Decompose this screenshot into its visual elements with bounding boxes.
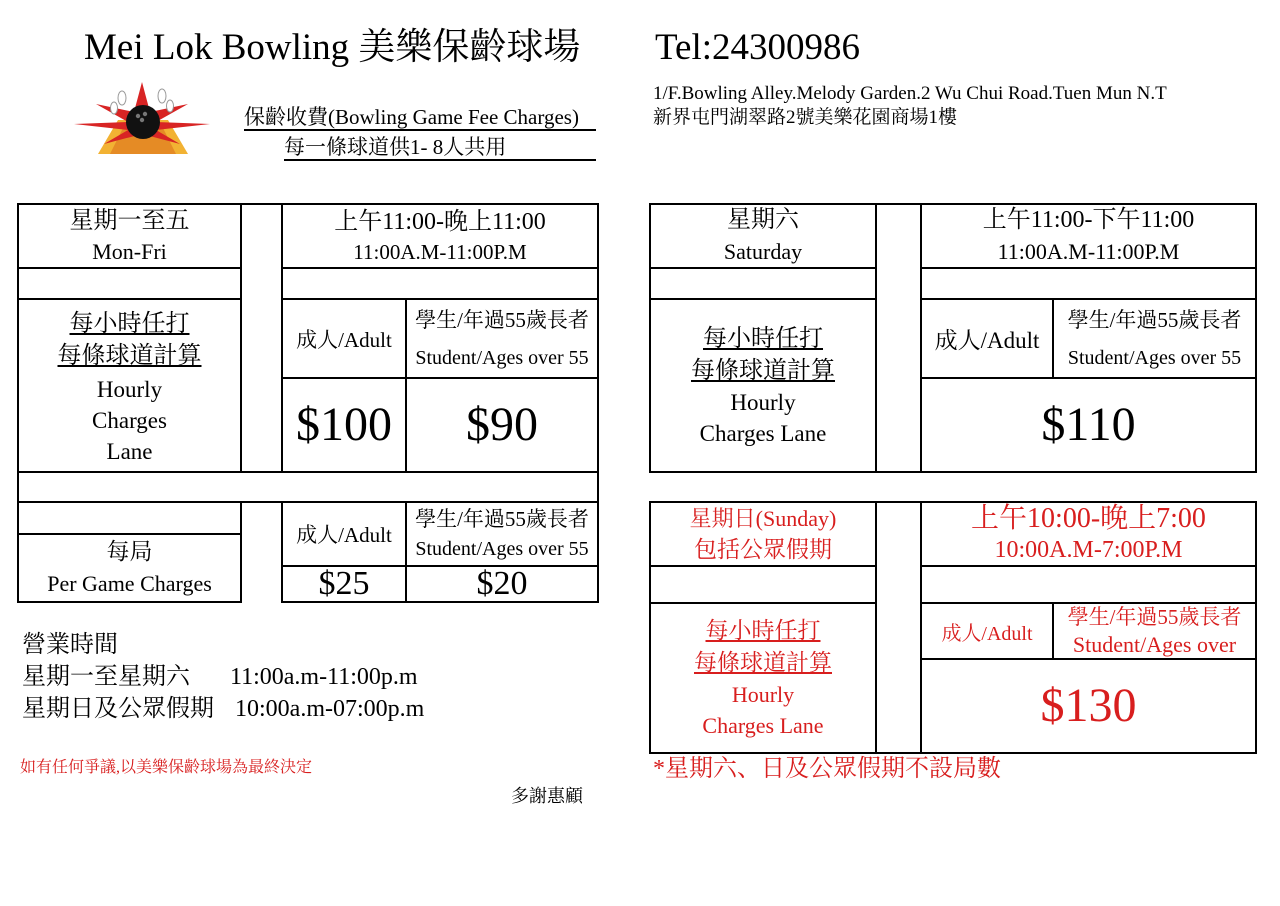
sunday-hourly-en2: Charges Lane [702, 713, 824, 738]
saturday-student-label-cell [1052, 298, 1257, 379]
opening-hours-row2-label: 星期日及公眾假期 [22, 696, 214, 722]
telephone: Tel:24300986 [655, 27, 860, 68]
weekday-student-price: $90 [466, 398, 538, 451]
weekday-adult-price: $100 [296, 398, 392, 451]
per-game-zh: 每局 [106, 539, 153, 564]
saturday-time-en: 11:00A.M-11:00P.M [997, 239, 1180, 264]
weekday-hourly-cell [17, 298, 242, 473]
weekday-hourly-line2: 每條球道計算 [57, 343, 202, 369]
per-game-adult-label-cell [281, 501, 407, 567]
opening-hours-row1-time: 11:00a.m-11:00p.m [230, 664, 418, 690]
lane-note: 每一條球道供1- 8人共用 [284, 135, 507, 159]
weekday-student-label-cell [405, 298, 599, 379]
saturday-day-en: Saturday [723, 239, 803, 264]
saturday-day-zh: 星期六 [727, 207, 799, 233]
weekday-gap-row [17, 471, 599, 503]
weekday-adult-label: 成人/Adult [296, 327, 392, 352]
weekday-adult-price-cell [281, 377, 407, 473]
weekday-student-label-en: Student/Ages over 55 [415, 346, 589, 369]
per-game-student-price: $20 [476, 565, 528, 602]
weekday-day-en: Mon-Fri [92, 239, 167, 265]
weekday-spacer-cell [17, 267, 242, 300]
saturday-student-label-zh: 學生/年過55歲長者 [1067, 307, 1242, 332]
fee-heading-underline [244, 129, 596, 131]
weekday-adult-label-cell [281, 298, 407, 379]
sunday-hourly-line1: 每小時任打 [705, 618, 821, 643]
per-game-student-zh: 學生/年過55歲長者 [415, 507, 589, 531]
sunday-student-label-cell [1052, 602, 1257, 660]
per-game-adult-price-cell [281, 565, 407, 603]
sunday-time-en: 10:00A.M-7:00P.M [994, 537, 1183, 563]
sunday-adult-label: 成人/Adult [941, 622, 1033, 645]
saturday-time-spacer [920, 267, 1257, 300]
weekday-time-zh: 上午11:00-晚上11:00 [334, 208, 546, 235]
per-game-adult-label: 成人/Adult [296, 523, 392, 547]
no-game-note: *星期六、日及公眾假期不設局數 [653, 756, 1001, 782]
opening-hours-heading: 營業時間 [22, 632, 118, 658]
saturday-price: $110 [1041, 398, 1136, 451]
per-game-label-cell [17, 533, 242, 603]
saturday-hourly-en2: Charges Lane [699, 420, 827, 446]
saturday-student-label-en: Student/Ages over 55 [1067, 346, 1242, 369]
saturday-adult-label: 成人/Adult [934, 328, 1040, 353]
weekday-time-cell [281, 203, 599, 269]
sunday-hourly-line2: 每條球道計算 [694, 650, 832, 675]
saturday-time-cell [920, 203, 1257, 269]
per-game-student-en: Student/Ages over 55 [415, 538, 589, 560]
opening-hours-row2-time: 10:00a.m-07:00p.m [235, 696, 425, 722]
saturday-hourly-line2: 每條球道計算 [691, 357, 835, 384]
weekday-student-label-zh: 學生/年過55歲長者 [415, 307, 589, 332]
sunday-price: $130 [1040, 679, 1137, 732]
sunday-time-zh: 上午10:00-晚上7:00 [971, 503, 1206, 534]
saturday-spacer-cell [649, 267, 877, 300]
sunday-hourly-en1: Hourly [731, 682, 795, 707]
sunday-price-cell [920, 658, 1257, 754]
weekday-time-en: 11:00A.M-11:00P.M [353, 239, 527, 264]
weekday-time-spacer [281, 267, 599, 300]
dispute-note: 如有任何爭議,以美樂保齡球場為最終決定 [20, 759, 313, 776]
per-game-spacer-cell [17, 501, 242, 535]
weekday-hourly-en3: Lane [106, 439, 153, 465]
sunday-time-cell [920, 501, 1257, 567]
opening-hours-row1-label: 星期一至星期六 [22, 664, 190, 690]
saturday-price-cell [920, 377, 1257, 473]
weekday-day-cell [17, 203, 242, 269]
sunday-hourly-cell [649, 602, 877, 754]
sunday-spacer-cell [649, 565, 877, 604]
sunday-day-cell [649, 501, 877, 567]
sunday-day-line2: 包括公眾假期 [694, 537, 832, 562]
weekday-hourly-line1: 每小時任打 [69, 310, 190, 337]
per-game-student-price-cell [405, 565, 599, 603]
sunday-student-label-en: Student/Ages over [1072, 632, 1237, 657]
weekday-day-zh: 星期一至五 [69, 207, 190, 234]
thanks-note: 多謝惠顧 [511, 786, 583, 806]
per-game-adult-price: $25 [318, 565, 370, 602]
saturday-adult-label-cell [920, 298, 1054, 379]
weekday-divider-column [240, 203, 283, 473]
weekday-student-price-cell [405, 377, 599, 473]
weekday-hourly-en1: Hourly [96, 377, 163, 403]
lane-note-underline [284, 159, 596, 161]
weekday-hourly-en2: Charges [92, 408, 167, 434]
per-game-student-label-cell [405, 501, 599, 567]
sunday-adult-label-cell [920, 602, 1054, 660]
bowling-logo-icon [70, 82, 215, 157]
sunday-day-line1: 星期日(Sunday) [689, 506, 837, 531]
saturday-time-zh: 上午11:00-下午11:00 [982, 207, 1195, 233]
saturday-divider-column [875, 203, 922, 473]
saturday-hourly-cell [649, 298, 877, 473]
saturday-day-cell [649, 203, 877, 269]
per-game-en: Per Game Charges [47, 571, 212, 596]
sunday-time-spacer [920, 565, 1257, 604]
sunday-divider-column [875, 501, 922, 754]
address-en: 1/F.Bowling Alley.Melody Garden.2 Wu Chui Road.Tuen Mun N.T [653, 83, 1167, 104]
page-title: Mei Lok Bowling 美樂保齡球場 [84, 27, 581, 68]
saturday-hourly-line1: 每小時任打 [703, 325, 823, 352]
fee-heading: 保齡收費(Bowling Game Fee Charges) [244, 105, 579, 129]
saturday-hourly-en1: Hourly [730, 389, 796, 415]
address-zh: 新界屯門湖翠路2號美樂花園商場1樓 [653, 107, 958, 128]
sunday-student-label-zh: 學生/年過55歲長者 [1067, 605, 1242, 629]
